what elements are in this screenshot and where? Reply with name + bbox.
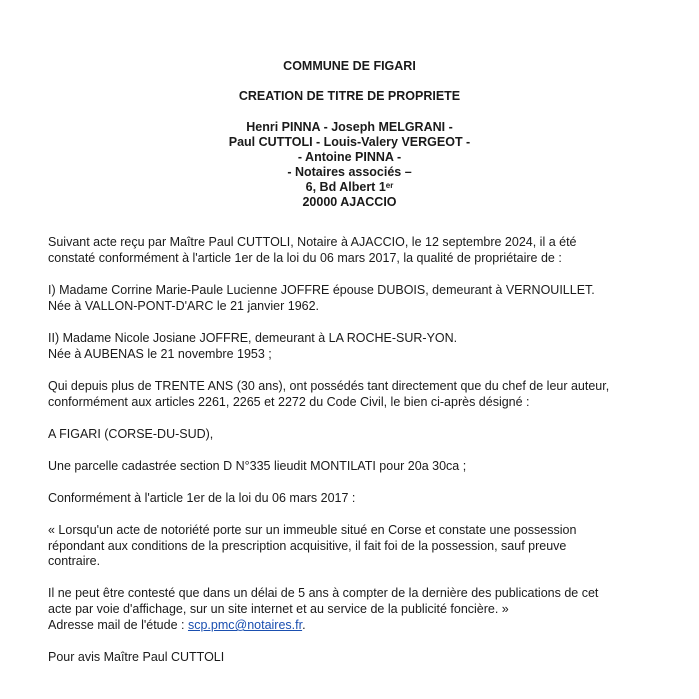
email-label: Adresse mail de l'étude : [48, 618, 188, 632]
email-line: Adresse mail de l'étude : scp.pmc@notaires.fr. [48, 618, 306, 632]
owner-1: I) Madame Corrine Marie-Paule Lucienne JOFFRE épouse DUBOIS, demeurant à VERNOUILLET. Née à VALLON-PONT-D'ARC le 21 janvier 1962. [48, 283, 595, 313]
notaries-line: - Antoine PINNA - [297, 150, 402, 164]
law-quote-2: Il ne peut être contesté que dans un délai de 5 ans à compter de la dernière des publications de cet acte par voie d'affichage, sur un site internet et au service de la publicité foncière. » [48, 586, 599, 616]
notaries-line: Paul CUTTOLI - Louis-Valery VERGEOT - [228, 135, 471, 149]
law-quote-1: « Lorsqu'un acte de notoriété porte sur un immeuble situé en Corse et constate une possession répondant aux conditions de la prescription acquisitive, il fait foi de la possession, sauf preuve contraire. [48, 523, 577, 568]
law-reference: Conformément à l'article 1er de la loi du 06 mars 2017 : [48, 491, 356, 505]
notaries-line: - Notaires associés – [287, 165, 412, 179]
intro-paragraph: Suivant acte reçu par Maître Paul CUTTOLI, Notaire à AJACCIO, le 12 septembre 2024, il a été constaté conformément à l'article 1er de la loi du 06 mars 2017, la qualité de propriétaire de : [48, 235, 577, 265]
signature: Pour avis Maître Paul CUTTOLI [48, 650, 225, 664]
notaries-line: Henri PINNA - Joseph MELGRANI - [246, 120, 453, 134]
document-title: CREATION DE TITRE DE PROPRIETE [238, 89, 461, 103]
possession-paragraph: Qui depuis plus de TRENTE ANS (30 ans), ont possédés tant directement que du chef de leur auteur, conformément aux articles 2261, 2265 et 2272 du Code Civil, le bien ci-après désigné : [48, 379, 610, 409]
property-location: A FIGARI (CORSE-DU-SUD), [48, 427, 214, 441]
office-address-street: 6, Bd Albert 1er [305, 180, 394, 194]
commune-title: COMMUNE DE FIGARI [283, 59, 416, 73]
office-address-city: 20000 AJACCIO [302, 195, 397, 209]
email-link[interactable]: scp.pmc@notaires.fr [187, 618, 303, 632]
parcel-description: Une parcelle cadastrée section D N°335 lieudit MONTILATI pour 20a 30ca ; [48, 459, 467, 473]
owner-2: II) Madame Nicole Josiane JOFFRE, demeurant à LA ROCHE-SUR-YON. Née à AUBENAS le 21 novembre 1953 ; [48, 331, 458, 361]
